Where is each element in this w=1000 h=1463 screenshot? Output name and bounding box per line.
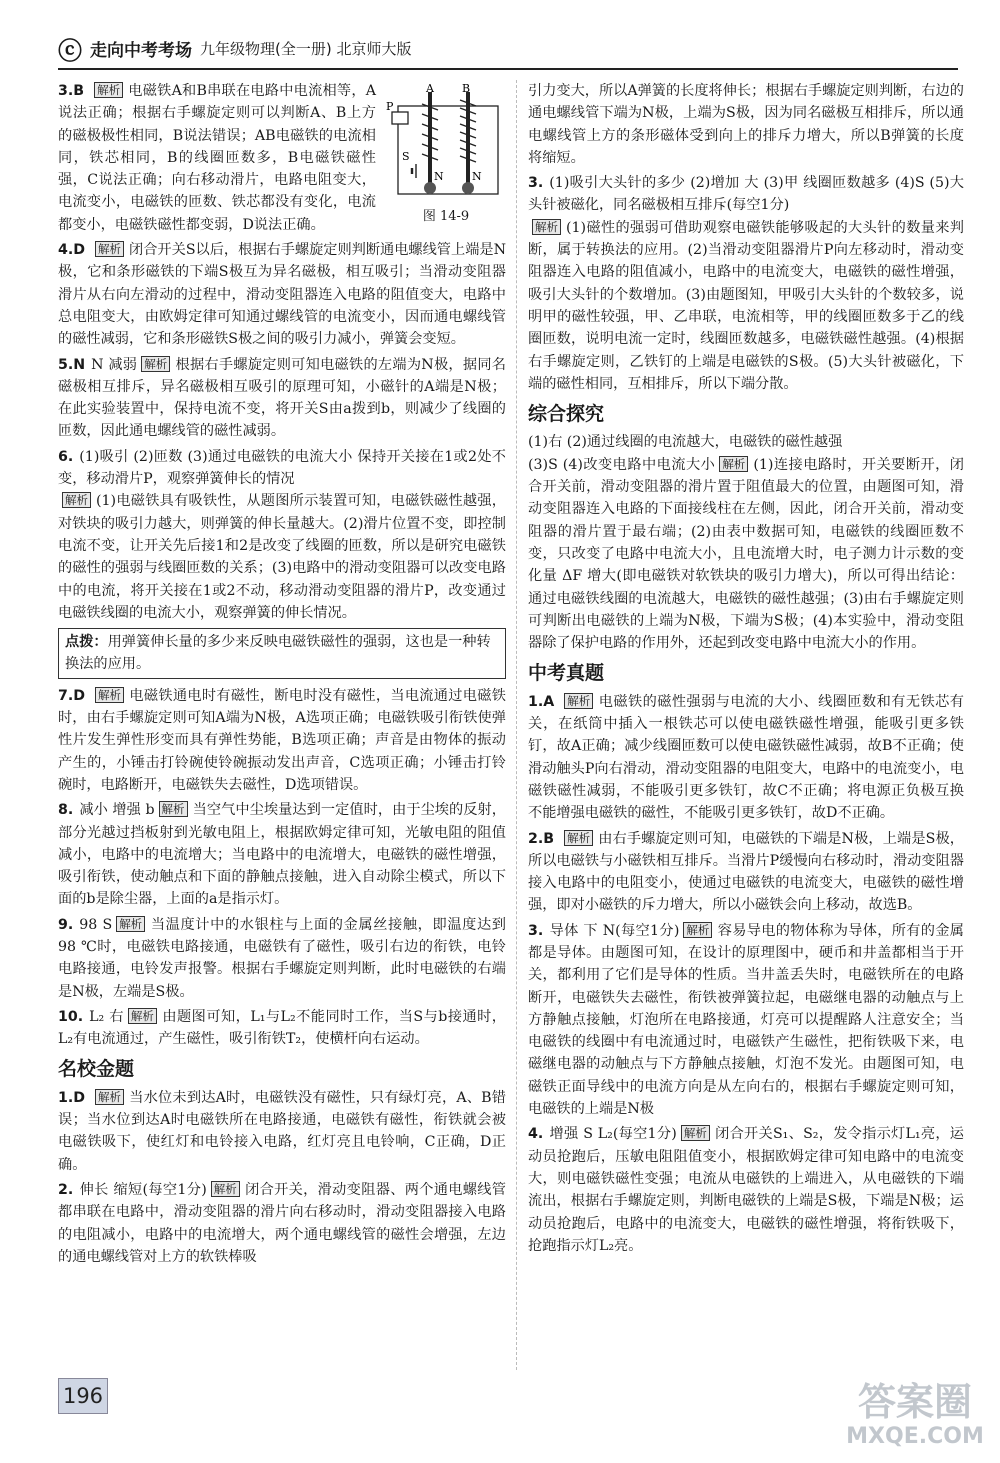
answer-number: 3.: [528, 175, 544, 192]
section-heading-zonghe: 综合探究: [528, 403, 605, 426]
answer-number: 4.: [528, 1126, 544, 1143]
analysis-tag: 解析: [564, 693, 593, 709]
section-heading-zhongkao: 中考真题: [528, 662, 605, 685]
answer-number: 4.D: [58, 242, 86, 259]
analysis-tag: 解析: [95, 1089, 124, 1105]
analysis-tag: 解析: [95, 241, 124, 257]
mingxiao-answer-2-continued: 引力变大，所以A弹簧的长度将伸长；根据右手螺旋定则判断，右边的通电螺线管下端为N极，上端为S极，因为同名磁极互相排斥，所以通电螺线管上方的条形磁体受到向上的排斥力增大，所以B弹簧的长度将缩短。: [528, 83, 964, 166]
answer-short: 伸长 缩短(每空1分): [79, 1181, 207, 1198]
answer-number: 2.B: [528, 830, 555, 847]
logo-icon: ⓒ: [58, 36, 82, 65]
answer-short: 98 S: [79, 916, 113, 933]
tip-text: 用弹簧伸长量的多少来反映电磁铁磁性的强弱，这也是一种转换法的应用。: [65, 634, 491, 673]
answer-text: (1)电磁铁具有吸铁性，从题图所示装置可知，电磁铁磁性越强，对铁块的吸引力越大，则弹簧的伸长量越大。(2)滑片位置不变，即控制电流不变，让开关先后接1和2是改变了线圈的匝数，所以是研究电磁铁的磁性的强弱与线圈匝数的关系；(3)电路中的滑动变阻器可以改变电路中的电流，将开关接在1或2不动，移动滑动变阻器的滑片P，改变通过电磁铁线圈的电流大小，观察弹簧的伸长情况。: [58, 493, 506, 621]
answer-text: (1)连接电路时，开关要断开，闭合开关前，滑动变阻器的滑片置于阻值最大的位置，由题图可知，滑动变阻器连入电路的下面接线柱在左侧，因此，闭合开关前，滑动变阻器的滑片置于最右端；(2)由表中数据可知，电磁铁的线圈匝数不变，只改变了电路中电流大小，且电流增大时，电子测力计示数的变化量 ΔF 增大(即电磁铁对软铁块的吸引力增大)，所以可得出结论：通过电磁铁线圈的电流越大，电磁铁的磁性越强；(3)由右手螺旋定则可判断出电磁铁的上端为N极，下端为S极；(4)本实验中，滑动变阻器除了保护电路的作用外，还起到改变电路中电流大小的作用。: [528, 456, 964, 652]
zonghe-answer: [528, 431, 964, 654]
page-number: 196: [58, 1378, 108, 1414]
fig-label-n1: N: [434, 170, 444, 183]
answer-text: 当温度计中的水银柱与上面的金属丝接触，即温度达到98 ℃时，电磁铁电路接通，电磁铁有了磁性，吸引右边的衔铁，电铃电路接通，电铃发声报警。根据右手螺旋定则判断，此时电磁铁的右端是N极，左端是S极。: [58, 916, 506, 1000]
tip-label: 点拨：: [65, 634, 108, 651]
answer-short: L₂ 右: [89, 1008, 124, 1025]
analysis-tag: 解析: [719, 456, 748, 472]
fig-label-a: A: [426, 84, 434, 95]
answer-number: 2.: [58, 1181, 74, 1198]
analysis-tag: 解析: [564, 830, 593, 846]
answer-number: 10.: [58, 1008, 84, 1025]
answer-short: 减小 增强 b: [79, 802, 155, 819]
fig-label-n2: N: [472, 170, 482, 183]
answer-text: 电磁铁通电时有磁性，断电时没有磁性，当电流通过电磁铁时，由右手螺旋定则可知A端为N极，A选项正确；电磁铁吸引衔铁使弹性片发生弹性形变而具有弹性势能，B选项正确；声音是由物体的振动产生的，小锤击打铃碗使铃碗振动发出声音，C选项正确；小锤击打铃碗时，电路断开，电磁铁失去磁性，D选项错误。: [58, 687, 506, 793]
section-heading-mingxiao: 名校金题: [58, 1058, 135, 1081]
electromagnet-circuit-diagram: [386, 84, 506, 202]
answer-number: 6.: [58, 448, 74, 465]
analysis-tag: 解析: [141, 356, 170, 372]
right-column: [528, 80, 964, 1260]
analysis-tag: 解析: [159, 801, 188, 817]
answer-8: [58, 799, 506, 910]
answer-text: 电磁铁A和B串联在电路中电流相等，A说法正确；根据右手螺旋定则可以判断A、B上方的磁极极性相同，B说法错误；AB电磁铁的电流相同，铁芯相同，B的线圈匝数多，B电磁铁磁性强，C说法正确；向右移动滑片，电路电阻变大，电流变小，电磁铁的匝数、铁芯都没有变化，电流都变小，电磁铁磁性都变弱，D说法正确。: [58, 83, 376, 233]
mingxiao-answer-1: [58, 1087, 506, 1176]
answer-short: N 减弱: [91, 356, 138, 373]
answer-text: 电磁铁的磁性强弱与电流的大小、线圈匝数和有无铁芯有关，在纸筒中插入一根铁芯可以使电磁铁磁性增强，能吸引更多铁钉，故A正确；减少线圈匝数可以使电磁铁磁性减弱，故B不正确；使滑动触头P向右滑动，滑动变阻器的电阻变大，电路中的电流变小，电磁铁磁性减弱，不能吸引更多铁钉，故C不正确；将电源正负极互换不能增强电磁铁的磁性，不能吸引更多铁钉，故D不正确。: [528, 693, 964, 822]
answer-short: (1)吸引大头针的多少 (2)增加 大 (3)甲 线圈匝数越多 (4)S (5)大头针被磁化，同名磁极相互排斥(每空1分): [528, 175, 964, 214]
answer-text: 闭合开关S以后，根据右手螺旋定则判断通电螺线管上端是N极，它和条形磁铁的下端S极互为异名磁极，相互吸引；当滑动变阻器滑片从右向左滑动的过程中，滑动变阻器连入电路的阻值变大，电路中总电阻变大，由欧姆定律可知通过螺线管的电流变小，因而通电螺线管的磁性减弱，它和条形磁铁S极之间的吸引力减小，弹簧会变短。: [58, 242, 506, 348]
answer-text: (1)磁性的强弱可借助观察电磁铁能够吸起的大头针的数量来判断，属于转换法的应用。(2)当滑动变阻器滑片P向左移动时，滑动变阻器连入电路的阻值减小，电路中的电流变大，电磁铁的磁性增强，吸引大头针的个数增加。(3)由题图知，甲吸引大头针的个数较多，说明甲的磁性较强，甲、乙串联，电流相等，甲的线圈匝数多于乙的线圈匝数，说明电流一定时，线圈匝数越多，电磁铁磁性越强。(4)根据右手螺旋定则，乙铁钉的上端是电磁铁的S极。(5)大头针被磁化，下端的磁性相同，互相排斥，所以下端分散。: [528, 219, 964, 392]
watermark-line2: MXQE.COM: [846, 1424, 984, 1449]
mingxiao-answer-3: [528, 172, 964, 395]
answer-6: [58, 446, 506, 624]
analysis-tag: 解析: [62, 492, 91, 508]
answer-3: [58, 80, 506, 236]
answer-text: 根据右手螺旋定则可知电磁铁的左端为N极，据同名磁极相互排斥，异名磁极相互吸引的原理可知，小磁针的A端是N极；在此实验装置中，保持电流不变，将开关S由a拨到b，则减少了线圈的匝数，因此通电螺线管的磁性减弱。: [58, 356, 506, 440]
analysis-tag: 解析: [683, 922, 712, 938]
answer-5: [58, 354, 506, 443]
tip-box: [58, 628, 506, 679]
zhongkao-answer-3: [528, 920, 964, 1121]
answer-text: 当空气中尘埃量达到一定值时，由于尘埃的反射，部分光越过挡板射到光敏电阻上，根据欧姆定律可知，光敏电阻的阻值减小，电路中的电流增大；当电路中的电流增大，电磁铁的磁性增强，吸引衔铁，使动触点和下面的静触点接触，进入自动除尘模式，所以下面的b是除尘器，上面的a是指示灯。: [58, 802, 506, 908]
zhongkao-answer-1: [528, 691, 964, 825]
zhongkao-answer-2: [528, 828, 964, 917]
answer-number: 5.N: [58, 356, 86, 373]
answer-text: 由题图可知，L₁与L₂不能同时工作，当S与b接通时，L₂有电流通过，产生磁性，吸引衔铁T₂，使横杆向右运动。: [58, 1008, 506, 1048]
answer-text: 闭合开关S₁、S₂，发令指示灯L₁亮，运动员抢跑后，压敏电阻阻值变小，根据欧姆定律可知电路中的电流变大，则电磁铁磁性变强；电流从电磁铁的上端进入，从电磁铁的下端流出，根据右手螺旋定则，判断电磁铁的上端是S极，下端是N极；运动员抢跑后，电路中的电流变大，电磁铁的磁性增强，将衔铁吸下，抢跑指示灯L₂亮。: [528, 1126, 964, 1254]
zhongkao-answer-4: [528, 1123, 964, 1257]
answer-short: (1)吸引 (2)匝数 (3)通过电磁铁的电流大小 保持开关接在1或2处不变，移动滑片P，观察弹簧伸长的情况: [58, 448, 506, 488]
answer-short: (1)右 (2)通过线圈的电流越大，电磁铁的磁性越强: [528, 434, 843, 451]
answer-7: [58, 685, 506, 796]
answer-short: 增强 S L₂(每空1分): [549, 1126, 677, 1143]
answer-number: 7.D: [58, 687, 86, 704]
figure-caption: 图 14-9: [422, 209, 470, 225]
left-column: [58, 80, 506, 1271]
fig-label-s: S: [402, 150, 410, 163]
answer-number: 3.: [528, 922, 544, 939]
watermark-line1: 答案圈: [857, 1380, 972, 1424]
book-brand: 走向中考考场: [90, 40, 192, 61]
analysis-tag: 解析: [128, 1008, 157, 1024]
fig-label-b: B: [462, 84, 471, 95]
answer-10: [58, 1006, 506, 1051]
mingxiao-answer-2: [58, 1179, 506, 1268]
answer-9: [58, 914, 506, 1003]
analysis-tag: 解析: [95, 687, 124, 703]
answer-short-2: (3)S (4)改变电路中电流大小: [528, 456, 716, 473]
fig-label-p: P: [386, 100, 394, 113]
answer-text: 由右手螺旋定则可知，电磁铁的下端是N极，上端是S极，所以电磁铁与小磁铁相互排斥。当滑片P缓慢向右移动时，滑动变阻器接入电路中的电阻变小，使通过电磁铁的电流变大，电磁铁的磁性增强，即对小磁铁的斥力增大，所以小磁铁会向上移动，故选B。: [528, 830, 964, 914]
analysis-tag: 解析: [211, 1181, 240, 1197]
answer-number: 8.: [58, 802, 74, 819]
watermark: [840, 1380, 990, 1460]
page-header: [58, 28, 958, 70]
answer-number: 1.A: [528, 693, 555, 710]
column-divider: [516, 80, 518, 1370]
answer-text: 当水位未到达A时，电磁铁没有磁性，只有绿灯亮，A、B错误；当水位到达A时电磁铁所在电路接通，电磁铁有磁性，衔铁就会被电磁铁吸下，使红灯和电铃接入电路，红灯亮且电铃响，C正确，D正确。: [58, 1089, 506, 1173]
answer-text: 闭合开关，滑动变阻器、两个通电螺线管都串联在电路中，滑动变阻器的滑片向右移动时，滑动变阻器接入电路的电阻减小，电路中的电流增大，两个通电螺线管的磁性会增强，左边的通电螺线管对上方的软铁棒吸: [58, 1181, 506, 1265]
figure-14-9: [386, 84, 506, 224]
answer-4: [58, 239, 506, 350]
answer-text: 容易导电的物体称为导体，所有的金属都是导体。由题图可知，在设计的原理图中，硬币和井盖都相当于开关，都利用了它们是导体的性质。当井盖丢失时，电磁铁所在的电路断开，电磁铁失去磁性，衔铁被弹簧拉起，电磁继电器的动触点与上方静触点接触，灯泡所在电路接通，灯亮可以提醒路人注意安全；当电磁铁的线圈中有电流通过时，电磁铁产生磁性，把衔铁吸下来，电磁继电器的动触点与下方静触点接触，灯泡不发光。由题图可知，电磁铁正面导线中的电流方向是从左向右的，根据右手螺旋定则可知，电磁铁的上端是N极: [528, 922, 964, 1118]
book-subtitle: 九年级物理(全一册) 北京师大版: [200, 39, 412, 58]
answer-short: 导体 下 N(每空1分): [549, 922, 680, 939]
answer-number: 9.: [58, 916, 74, 933]
analysis-tag: 解析: [532, 219, 561, 235]
analysis-tag: 解析: [681, 1125, 710, 1141]
answer-number: 1.D: [58, 1089, 86, 1106]
answer-number: 3.B: [58, 83, 85, 99]
analysis-tag: 解析: [94, 82, 123, 98]
analysis-tag: 解析: [116, 916, 145, 932]
